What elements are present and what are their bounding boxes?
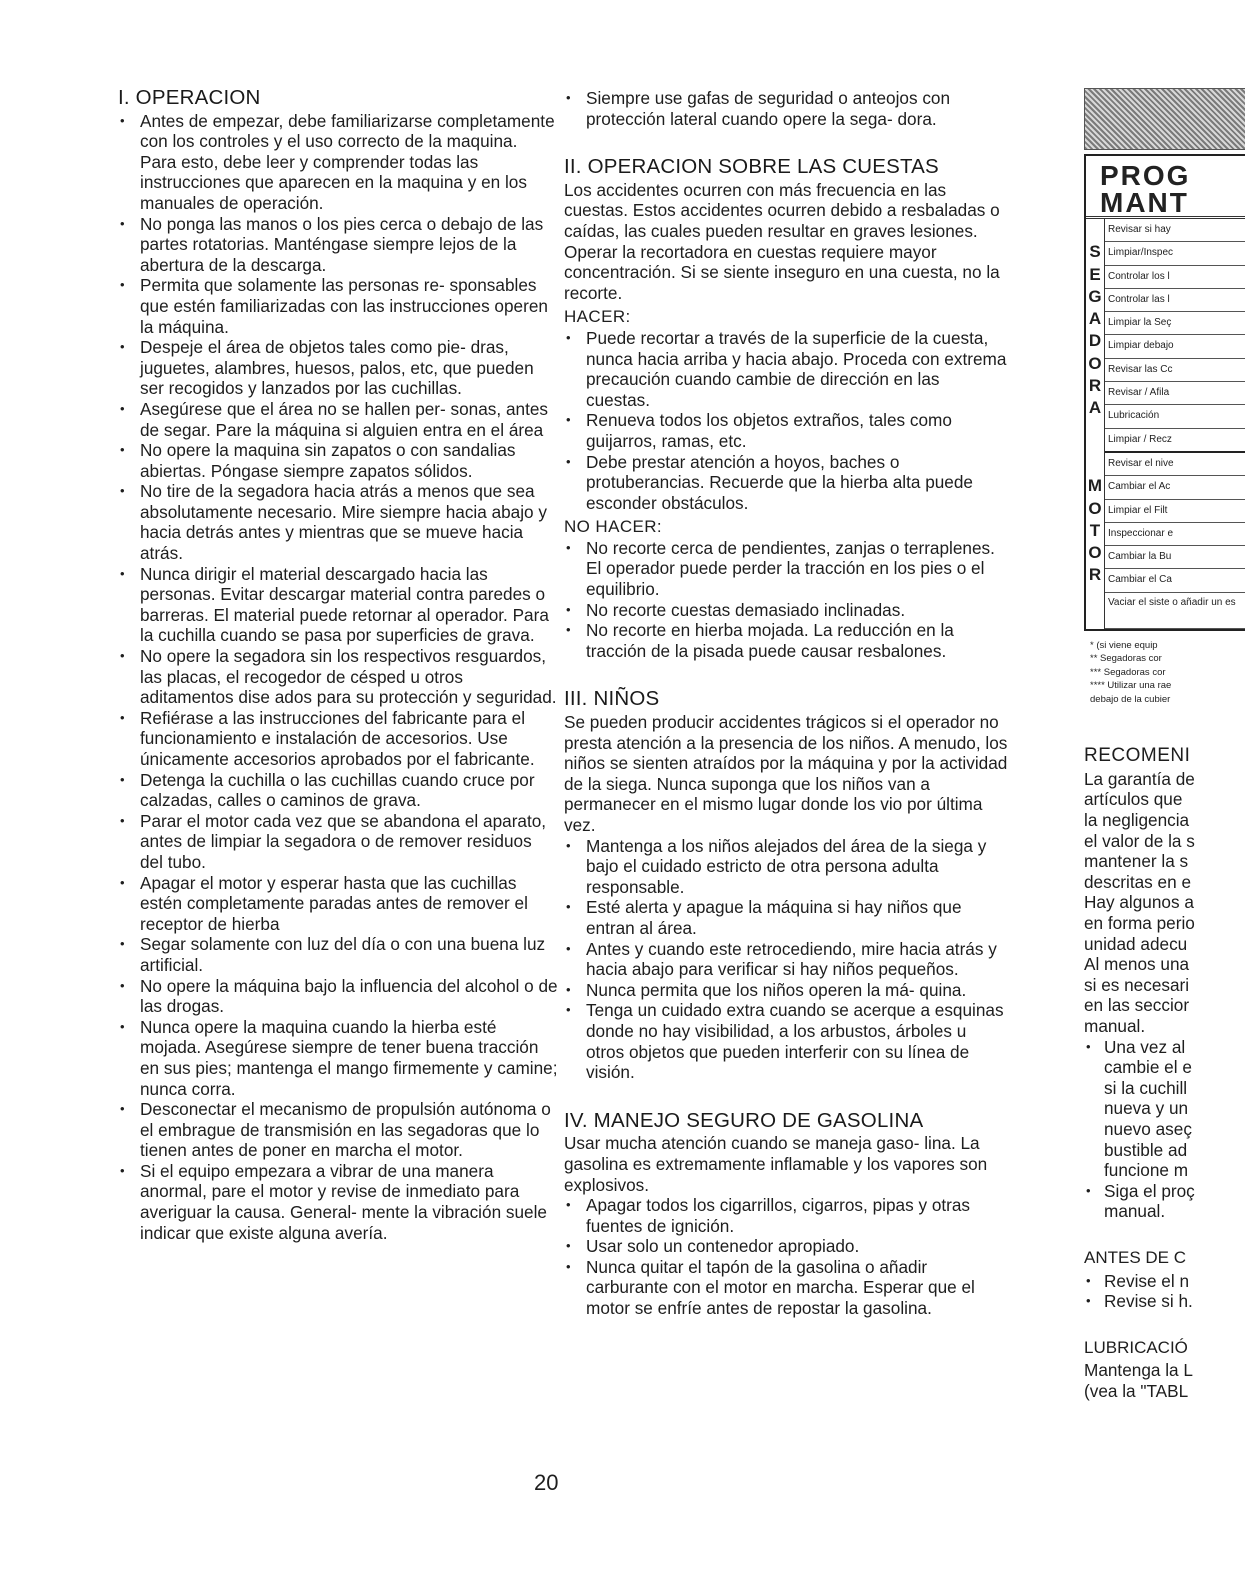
- text-line: funcione m: [1104, 1160, 1189, 1181]
- antes-heading: ANTES DE C: [1084, 1247, 1187, 1267]
- table-row: Revisar el nive: [1105, 453, 1245, 476]
- text-line: mantener la s: [1084, 851, 1189, 872]
- row-letter: T: [1089, 520, 1101, 540]
- table-row: Limpiar/Inspec: [1105, 242, 1245, 265]
- list-item: • Revise el n: [1084, 1271, 1245, 1292]
- list-item: • No recorte en hierba mojada. La reducción en la tracción de la pisada puede causar resbalones.: [564, 620, 1008, 661]
- section-heading-cuestas: II. OPERACION SOBRE LAS CUESTAS: [564, 155, 939, 179]
- table-row: Lubricación: [1105, 405, 1245, 428]
- motor-letters: [1086, 453, 1104, 629]
- table-row: Cambiar el Ca: [1105, 569, 1245, 592]
- section-heading-operacion: I. OPERACION: [118, 86, 261, 109]
- table-row: Limpiar debajo: [1105, 335, 1245, 358]
- text-line: la negligencia: [1084, 810, 1190, 831]
- row-letter: D: [1088, 331, 1102, 351]
- table-row: Controlar las l: [1105, 289, 1245, 312]
- list-item: • Antes de empezar, debe familiarizarse completamente con los controles y el uso correcto de la maquina. Para esto, debe leer y comprender todas las instrucciones que aparecen en la maquina y en los manuales de operación.: [118, 111, 558, 214]
- table-row: Revisar / Afila: [1105, 382, 1245, 405]
- text-line: cambie el e: [1104, 1057, 1192, 1078]
- row-letter: O: [1088, 498, 1102, 518]
- section-heading-gasolina: IV. MANEJO SEGURO DE GASOLINA: [564, 1108, 924, 1132]
- list-item: • Revise si h.: [1084, 1291, 1245, 1312]
- table-row: Limpiar el Filt: [1105, 500, 1245, 523]
- text-line: descritas en e: [1084, 871, 1192, 892]
- cuestas-intro: Los accidentes ocurren con más frecuencia en las cuestas. Estos accidentes ocurren debido a resbaladas o caídas, las cuales pueden resultar en graves lesiones. Operar la recortadora en cuestas requiere mayor concentración. Si se siente inseguro en una cuesta, no la recorte.: [564, 179, 1000, 303]
- row-letter: M: [1087, 476, 1103, 496]
- text-line: en forma perio: [1084, 913, 1195, 933]
- ninos-intro: Se pueden producir accidentes trágicos si el operador no presta atención a la presencia de los niños. A menudo, los niños se sienten atraídos por la máquina y por la actividad de la siega. Nunca suponga que los niños van a permanecer en el mismo lugar donde los vio por última vez.: [564, 712, 1008, 835]
- row-letter: O: [1088, 353, 1102, 373]
- row-letter: R: [1088, 565, 1102, 585]
- table-row: Cambiar el Ac: [1105, 476, 1245, 499]
- list-item: • No tire de la segadora hacia atrás a menos que sea absolutamente necesario. Mire siempre hacia abajo y hacia detrás antes y mientras que se mueve hacia atrás.: [118, 481, 558, 563]
- section-heading-ninos: III. NIÑOS: [564, 687, 660, 711]
- text-line: si es necesari: [1084, 974, 1190, 995]
- list-item: • No recorte cuestas demasiado inclinadas.: [564, 600, 1008, 621]
- row-letter: G: [1088, 286, 1102, 306]
- list-item: • Esté alerta y apague la máquina si hay niños que entran al área.: [564, 897, 1008, 938]
- list-item: • No opere la segadora sin los respectivos resguardos, las placas, el recogedor de césped u otros aditamentos dise ados para su protección y seguridad.: [118, 646, 558, 708]
- segadora-items: [1104, 219, 1245, 453]
- list-item: • Una vez al: [1084, 1037, 1245, 1058]
- schedule-title-line2: MANT: [1100, 187, 1189, 218]
- row-letter: S: [1089, 242, 1101, 262]
- dont-heading: NO HACER:: [564, 517, 663, 537]
- list-item: • Tenga un cuidado extra cuando se acerque a esquinas donde no hay visibilidad, a los arbustos, árboles u otros objetos que pueden interferir con su línea de visión.: [564, 1000, 1008, 1082]
- list-item: • Nunca permita que los niños operen la má- quina.: [564, 980, 1008, 1001]
- text-line: el valor de la s: [1084, 830, 1195, 851]
- schedule-title: [1086, 156, 1245, 216]
- gasolina-list: [564, 1195, 1008, 1319]
- table-row: Revisar las Cc: [1105, 359, 1245, 382]
- column-left: [118, 88, 558, 1243]
- text-line: (vea la "TABL: [1084, 1380, 1189, 1401]
- motor-rows: [1086, 453, 1245, 629]
- text-line: nuevo aseç: [1104, 1118, 1192, 1139]
- list-item: • Renueva todos los objetos extraños, tales como guijarros, ramas, etc.: [564, 410, 1008, 451]
- motor-items: [1104, 453, 1245, 629]
- text-line: Hay algunos a: [1084, 892, 1194, 913]
- footnote: ** Segadoras cor: [1090, 653, 1162, 665]
- list-item: • Permita que solamente las personas re- sponsables que estén familiarizadas con las instrucciones operen la máquina.: [118, 275, 558, 337]
- recommendation-heading: RECOMENI: [1084, 745, 1191, 767]
- column-middle: [564, 88, 1008, 1319]
- list-item: • Debe prestar atención a hoyos, baches o protuberancias. Recuerde que la hierba alta puede esconder obstáculos.: [564, 452, 1008, 514]
- list-item: • Nunca quitar el tapón de la gasolina o añadir carburante con el motor en marcha. Esperar que el motor se enfríe antes de repostar la gasolina.: [564, 1257, 1008, 1319]
- list-item: • Nunca opere la maquina cuando la hierba esté mojada. Asegúrese siempre de tener buena tracción en sus pies; mantenga el mango firmemente y camine; nunca corra.: [118, 1017, 558, 1099]
- list-item: • No opere la maquina sin zapatos o con sandalias abiertas. Póngase siempre zapatos sólidos.: [118, 440, 558, 481]
- maintenance-schedule-table: [1084, 154, 1245, 631]
- row-letter: O: [1088, 543, 1102, 563]
- lubricacion-heading: LUBRICACIÓ: [1084, 1337, 1188, 1357]
- list-item: • No opere la máquina bajo la influencia del alcohol o de las drogas.: [118, 976, 558, 1017]
- dont-list: [564, 538, 1008, 662]
- list-item: • Asegúrese que el área no se hallen per- sonas, antes de segar. Pare la máquina si alguien entra en el área: [118, 399, 558, 440]
- column-right-partial: [1084, 88, 1245, 1401]
- text-line: artículos que: [1084, 789, 1183, 810]
- list-item: • Nunca dirigir el material descargado hacia las personas. Evitar descargar material contra paredes o barreras. El material puede retornar al operador. Para la cuchilla cuando se pasa por superficies de grava.: [118, 564, 558, 646]
- ninos-list: [564, 836, 1008, 1083]
- table-row: Inspeccionar e: [1105, 523, 1245, 546]
- do-list: [564, 328, 1008, 513]
- list-item: • Detenga la cuchilla o las cuchillas cuando cruce por calzadas, calles o caminos de grava.: [118, 770, 558, 811]
- page-number: 20: [534, 1470, 559, 1495]
- segadora-rows: [1086, 216, 1245, 453]
- row-letter: A: [1088, 309, 1102, 329]
- row-letter: E: [1089, 264, 1101, 284]
- text-line: si la cuchill: [1104, 1077, 1188, 1098]
- text-line: manual.: [1084, 1015, 1146, 1036]
- segadora-letters: [1086, 219, 1104, 453]
- operacion-list: [118, 111, 558, 1244]
- table-row: Cambiar la Bu: [1105, 546, 1245, 569]
- text-line: en las seccior: [1084, 995, 1190, 1016]
- list-item: • Usar solo un contenedor apropiado.: [564, 1236, 1008, 1257]
- list-item: • Si el equipo empezara a vibrar de una manera anormal, pare el motor y revise de inmediato para averiguar la causa. General- mente la vibración suele indicar que existe alguna avería.: [118, 1161, 558, 1243]
- list-item: • Desconectar el mecanismo de propulsión autónoma o el embrague de transmisión en las segadoras que lo tienen antes de poner en marcha el motor.: [118, 1099, 558, 1161]
- footnote: **** Utilizar una rae: [1090, 680, 1172, 692]
- schedule-title-line1: PROG: [1100, 160, 1191, 191]
- text-line: Al menos una: [1084, 954, 1190, 975]
- list-item: • Apagar el motor y esperar hasta que las cuchillas estén completamente paradas antes de remover el receptor de hierba: [118, 873, 558, 935]
- goggles-list: [564, 88, 1008, 129]
- text-line: nueva y un: [1104, 1098, 1189, 1119]
- gasolina-intro: Usar mucha atención cuando se maneja gaso- lina. La gasolina es extremamente inflamable y los vapores son explosivos.: [564, 1133, 988, 1195]
- footnote: *** Segadoras cor: [1090, 666, 1166, 678]
- list-item: • Antes y cuando este retrocediendo, mire hacia atrás y hacia abajo para verificar si hay niños pequeños.: [564, 939, 1008, 980]
- do-heading: HACER:: [564, 307, 631, 327]
- table-row: Limpiar / Recz: [1105, 429, 1245, 453]
- list-item: • No recorte cerca de pendientes, zanjas o terraplenes. El operador puede perder la tracción en los pies o el equilibrio.: [564, 538, 1008, 600]
- list-item: • Puede recortar a través de la superficie de la cuesta, nunca hacia arriba y hacia abajo. Proceda con extrema precaución cuando cambie de dirección en las cuestas.: [564, 328, 1008, 410]
- list-item: • Despeje el área de objetos tales como pie- dras, juguetes, alambres, huesos, palos, etc, que pueden ser recogidos y lanzados por las cuchillas.: [118, 337, 558, 399]
- list-item: • Apagar todos los cigarrillos, cigarros, pipas y otras fuentes de ignición.: [564, 1195, 1008, 1236]
- text-line: Mantenga la L: [1084, 1360, 1193, 1381]
- table-row: Revisar si hay: [1105, 219, 1245, 242]
- schedule-footnotes: [1084, 639, 1245, 707]
- table-row: Limpiar la Seç: [1105, 312, 1245, 335]
- list-item: • Parar el motor cada vez que se abandona el aparato, antes de limpiar la segadora o de remover residuos del tubo.: [118, 811, 558, 873]
- list-item: • No ponga las manos o los pies cerca o debajo de las partes rotatorias. Manténgase siempre lejos de la abertura de la descarga.: [118, 214, 558, 276]
- footnote: debajo de la cubier: [1090, 693, 1171, 705]
- text-line: unidad adecu: [1084, 933, 1188, 954]
- list-item: • Refiérase a las instrucciones del fabricante para el funcionamiento e instalación de accesorios. Use únicamente accesorios aprobados por el fabricante.: [118, 708, 558, 770]
- row-letter: A: [1088, 398, 1102, 418]
- table-row: Vaciar el siste o añadir un es: [1105, 593, 1245, 629]
- hatched-banner: [1084, 88, 1245, 150]
- text-line: La garantía de: [1084, 768, 1195, 789]
- text-line: manual.: [1104, 1201, 1166, 1222]
- table-row: Controlar los l: [1105, 266, 1245, 289]
- list-item: • Siempre use gafas de seguridad o anteojos con protección lateral cuando opere la sega- dora.: [564, 88, 1008, 129]
- row-letter: R: [1088, 376, 1102, 396]
- list-item: • Mantenga a los niños alejados del área de la siega y bajo el cuidado estricto de otra persona adulta responsable.: [564, 836, 1008, 898]
- list-item: • Segar solamente con luz del día o con una buena luz artificial.: [118, 934, 558, 975]
- text-line: bustible ad: [1104, 1139, 1188, 1160]
- list-item: • Siga el proç: [1084, 1181, 1245, 1202]
- footnote: * (si viene equip: [1090, 639, 1158, 651]
